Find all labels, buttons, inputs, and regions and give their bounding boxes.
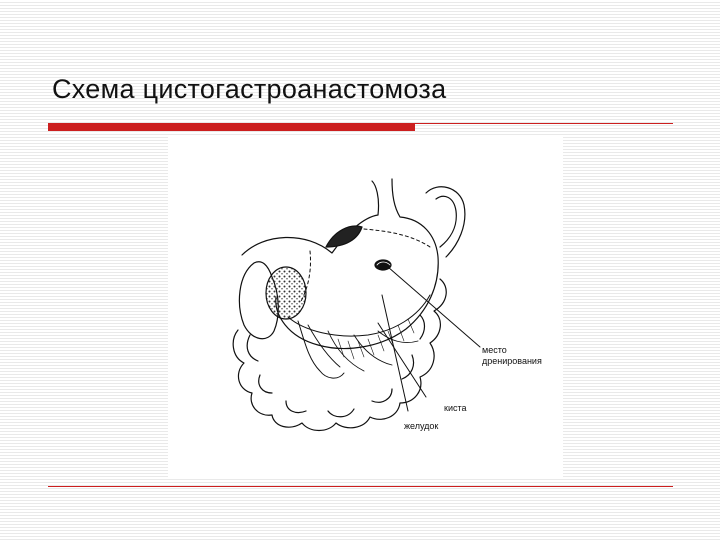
label-cyst: киста [444,403,467,413]
pancreas-dotted [266,267,306,319]
colon-outline [233,279,446,431]
label-stomach: желудок [404,421,439,431]
label-drainage-site-line1: место [482,345,507,355]
label-drainage-site-line2: дренирования [482,356,542,366]
cystogastroanastomosis-diagram [168,135,563,477]
footer-divider-line [48,486,673,487]
leader-stomach [382,295,408,411]
stomach-outline [242,179,438,348]
slide-title: Схема цистогастроанастомоза [52,74,447,104]
title-divider-line [415,123,673,124]
esophagus-outline [426,187,465,257]
title-accent-bar [48,123,415,131]
cyst-window [326,226,362,247]
anatomy-figure [168,135,563,477]
